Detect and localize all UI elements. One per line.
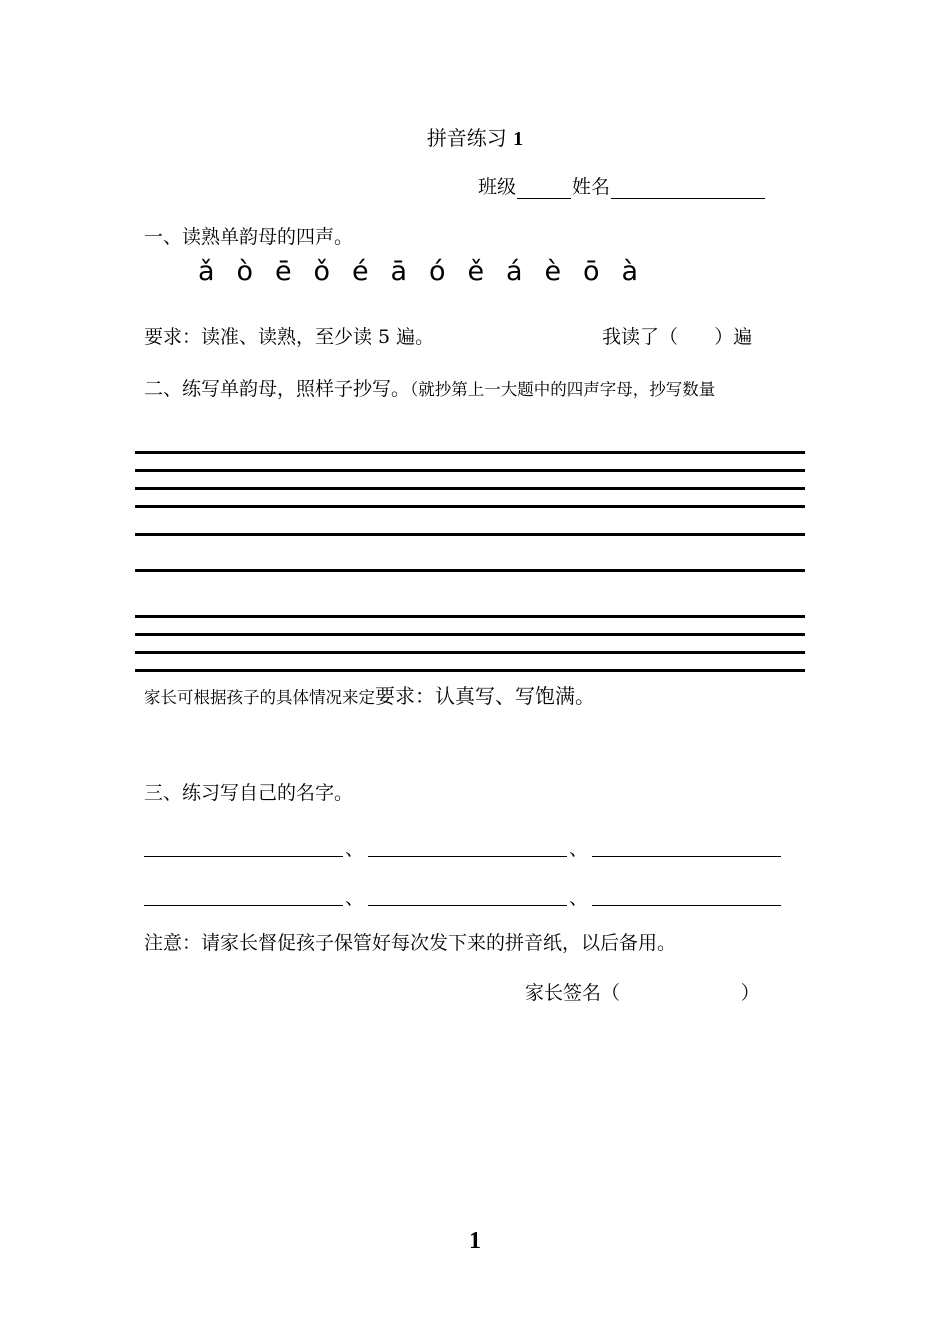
writing-rule xyxy=(135,569,805,572)
pinyin-letter: ō xyxy=(583,256,600,287)
writing-rule xyxy=(135,615,805,618)
section3-heading: 三、练习写自己的名字。 xyxy=(144,782,354,804)
writing-rule xyxy=(135,633,805,636)
writing-rule xyxy=(135,487,805,490)
name-writing-line[interactable] xyxy=(368,905,567,906)
separator: 、 xyxy=(569,838,589,860)
name-writing-line[interactable] xyxy=(368,856,567,857)
name-writing-line[interactable] xyxy=(592,856,781,857)
times-read: 我读了（ ）遍 xyxy=(602,326,753,348)
separator: 、 xyxy=(569,887,589,909)
title-text: 拼音练习 xyxy=(426,126,507,150)
section2-heading-line xyxy=(144,374,715,401)
pinyin-letter: è xyxy=(544,256,562,287)
page-number: 1 xyxy=(469,1228,481,1254)
name-label: 姓名 xyxy=(572,176,611,198)
class-field[interactable] xyxy=(517,176,571,199)
pinyin-letter: ā xyxy=(390,256,408,287)
section1-heading: 一、读熟单韵母的四声。 xyxy=(144,226,354,248)
section2-requirement: 要求：认真写、写饱满。 xyxy=(375,684,595,708)
writing-rule xyxy=(135,533,805,536)
pinyin-letter: ó xyxy=(429,256,446,287)
pinyin-letter: ò xyxy=(236,256,254,287)
student-info xyxy=(478,172,766,199)
separator: 、 xyxy=(345,887,365,909)
class-label: 班级 xyxy=(478,176,517,198)
section1-requirement: 要求：读准、读熟，至少读 5 遍。 xyxy=(144,326,435,348)
writing-rule xyxy=(135,505,805,508)
notice: 注意：请家长督促孩子保管好每次发下来的拼音纸，以后备用。 xyxy=(144,932,677,954)
writing-rule xyxy=(135,451,805,454)
name-writing-line[interactable] xyxy=(144,856,343,857)
pinyin-letter: é xyxy=(352,256,369,287)
pinyin-letter: ē xyxy=(275,256,292,287)
pinyin-letter: à xyxy=(621,256,639,287)
page-title xyxy=(0,122,950,151)
title-number: 1 xyxy=(513,128,524,150)
parent-signature: 家长签名（ ） xyxy=(525,982,760,1004)
section2-requirement-line xyxy=(144,680,595,709)
writing-rule xyxy=(135,469,805,472)
pinyin-letter: á xyxy=(506,256,523,287)
section2-heading: 二、练写单韵母，照样子抄写。 xyxy=(144,378,411,400)
section2-note-cont: 家长可根据孩子的具体情况来定 xyxy=(144,688,375,707)
pinyin-letter: ǎ xyxy=(198,256,215,287)
writing-rule xyxy=(135,669,805,672)
section2-note: （就抄第上一大题中的四声字母，抄写数量 xyxy=(410,380,716,399)
name-writing-line[interactable] xyxy=(592,905,781,906)
name-field[interactable] xyxy=(611,176,765,199)
writing-rule xyxy=(135,651,805,654)
pinyin-row xyxy=(198,256,660,287)
separator: 、 xyxy=(345,838,365,860)
pinyin-letter: ě xyxy=(467,256,485,287)
pinyin-letter: ǒ xyxy=(313,256,331,287)
name-writing-line[interactable] xyxy=(144,905,343,906)
